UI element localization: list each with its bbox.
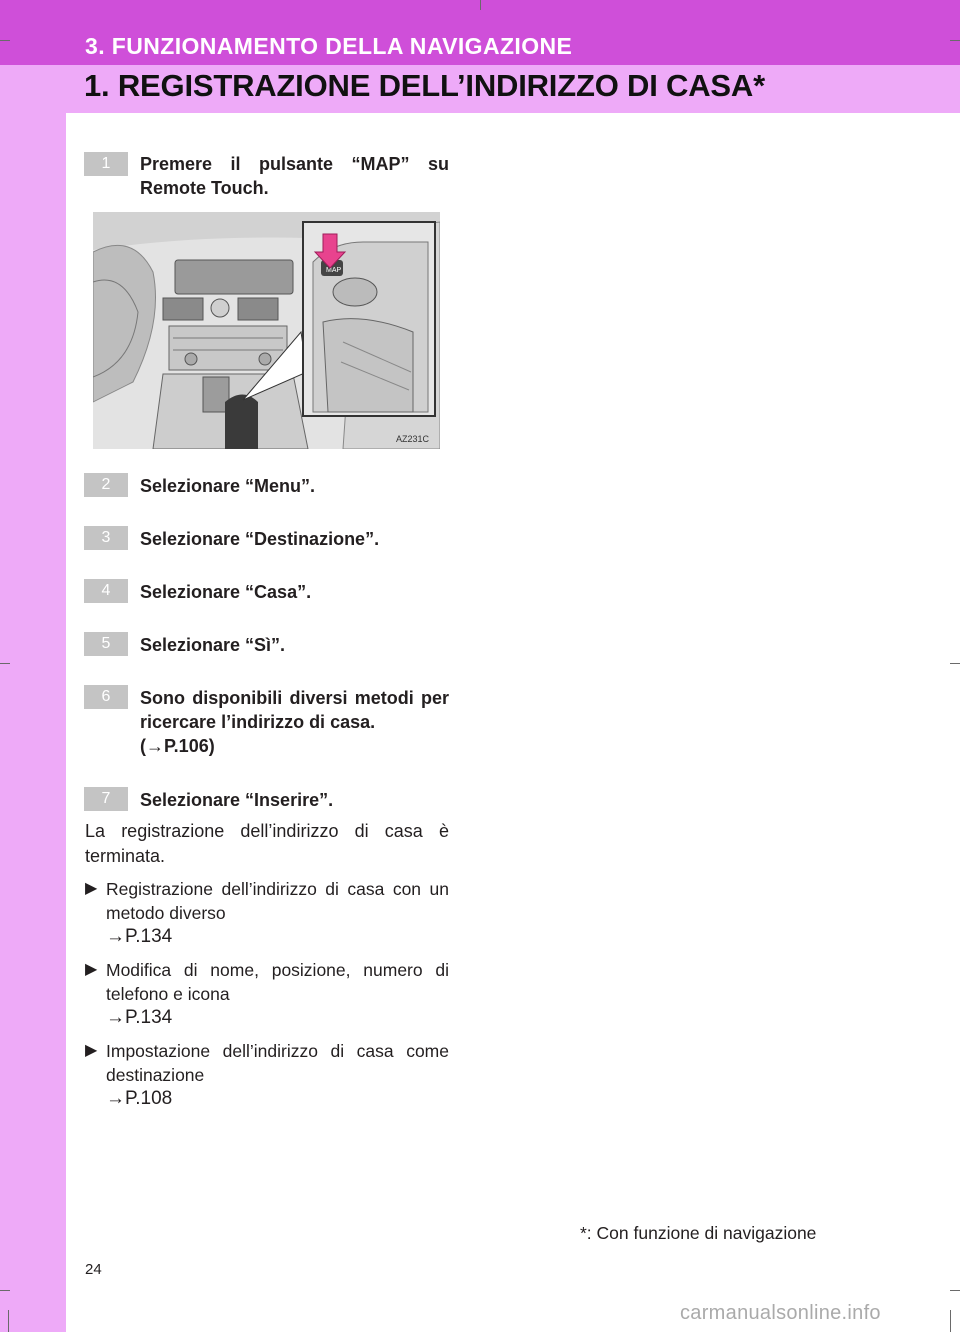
- bullet-item: [85, 958, 449, 1030]
- bullet-item: [85, 1039, 449, 1111]
- step-text: Selezionare “Inserire”.: [140, 790, 334, 810]
- bullet-text: Impostazione dell’indirizzo di casa come destinazione: [106, 1041, 449, 1085]
- crop-mark: [0, 40, 10, 41]
- step-number-badge: 1: [84, 152, 128, 176]
- step-number-badge: 7: [84, 787, 128, 811]
- crop-mark: [950, 663, 960, 664]
- illustration-code: AZ231C: [396, 434, 430, 444]
- remote-touch-illustration: [93, 212, 440, 449]
- side-color-band: [0, 0, 66, 1332]
- crop-mark: [0, 663, 10, 664]
- step-number-badge: 4: [84, 579, 128, 603]
- page-reference-link[interactable]: →P.134: [106, 1007, 173, 1028]
- section-title: 3. FUNZIONAMENTO DELLA NAVIGAZIONE: [85, 33, 573, 59]
- step-number-badge: 6: [84, 685, 128, 709]
- crop-mark: [950, 40, 960, 41]
- bullet-text: Registrazione dell’indirizzo di casa con un metodo diverso: [106, 879, 449, 923]
- crop-mark: [950, 1310, 951, 1332]
- step-number-badge: 2: [84, 473, 128, 497]
- watermark: carmanualsonline.info: [680, 1302, 881, 1324]
- crop-mark: [480, 0, 481, 10]
- step-text: [140, 686, 449, 758]
- bullet-text: Modifica di nome, posizione, numero di telefono e icona: [106, 960, 449, 1004]
- page-number: 24: [85, 1261, 102, 1278]
- page-title: 1. REGISTRAZIONE DELL’INDIRIZZO DI CASA*: [84, 68, 765, 103]
- step-text-main: Sono disponibili diversi metodi per ricercare l’indirizzo di casa.: [140, 688, 449, 732]
- bullet-item: [85, 877, 449, 949]
- triangle-bullet-icon: ▶: [85, 961, 98, 978]
- crop-mark: [8, 1310, 9, 1332]
- step-text: Premere il pulsante “MAP” su Remote Touch.: [140, 154, 449, 198]
- footnote: *: Con funzione di navigazione: [580, 1223, 817, 1243]
- step-number-badge: 3: [84, 526, 128, 550]
- triangle-bullet-icon: ▶: [85, 1042, 98, 1059]
- completion-text: La registrazione dell’indirizzo di casa è terminata.: [85, 821, 449, 866]
- crop-mark: [950, 1290, 960, 1291]
- step-text: Selezionare “Casa”.: [140, 582, 312, 602]
- page-reference-link[interactable]: →P.134: [106, 926, 173, 947]
- step-text: Selezionare “Menu”.: [140, 476, 316, 496]
- step-text: Selezionare “Sì”.: [140, 635, 286, 655]
- map-button-label: MAP: [326, 267, 342, 274]
- page-reference-link[interactable]: (→P.106): [140, 736, 215, 756]
- step-text: Selezionare “Destinazione”.: [140, 529, 380, 549]
- crop-mark: [0, 1290, 10, 1291]
- triangle-bullet-icon: ▶: [85, 880, 98, 897]
- step-number-badge: 5: [84, 632, 128, 656]
- page-reference-link[interactable]: →P.108: [106, 1088, 173, 1109]
